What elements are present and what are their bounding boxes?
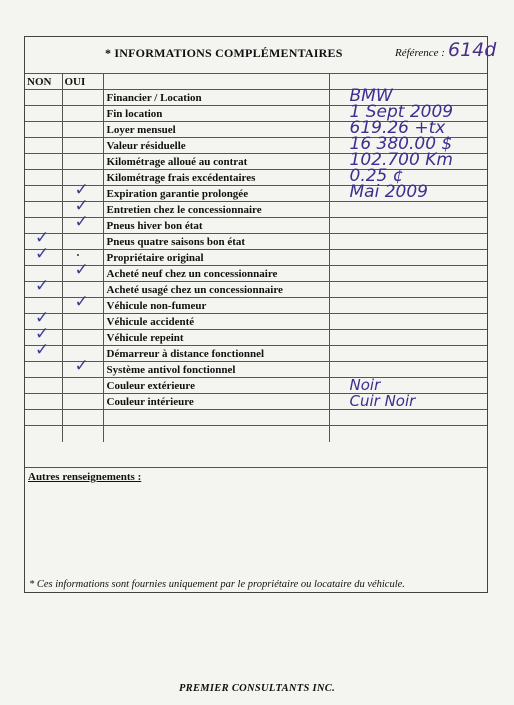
oui-checkbox-cell[interactable] — [62, 410, 103, 426]
field-label: Propriétaire original — [103, 250, 329, 266]
info-table — [25, 73, 487, 442]
oui-checkbox-cell[interactable] — [62, 106, 103, 122]
table-row — [25, 154, 487, 170]
table-row — [25, 330, 487, 346]
field-label: Véhicule non-fumeur — [103, 298, 329, 314]
field-label: Fin location — [103, 106, 329, 122]
check-mark-icon: ✓ — [35, 340, 50, 360]
non-checkbox-cell[interactable] — [25, 154, 62, 170]
oui-checkbox-cell[interactable] — [62, 122, 103, 138]
non-checkbox-cell[interactable] — [25, 202, 62, 218]
field-label: Financier / Location — [103, 90, 329, 106]
handwritten-value: 16 380.00 $ — [349, 134, 453, 154]
form-header — [25, 37, 497, 73]
oui-checkbox-cell[interactable] — [62, 378, 103, 394]
field-value-cell[interactable] — [329, 426, 487, 442]
oui-checkbox-cell[interactable] — [62, 314, 103, 330]
field-label: Kilométrage alloué au contrat — [103, 154, 329, 170]
check-mark-icon: ✓ — [35, 276, 50, 296]
non-checkbox-cell[interactable] — [25, 244, 62, 266]
field-label: Acheté usagé chez un concessionnaire — [103, 282, 329, 298]
field-value-cell[interactable] — [329, 182, 487, 202]
non-checkbox-cell[interactable] — [25, 138, 62, 154]
field-value-cell[interactable] — [329, 410, 487, 426]
vehicle-info-form — [24, 36, 497, 593]
field-label: Pneus quatre saisons bon état — [103, 234, 329, 250]
reference-label: Référence : — [395, 47, 445, 59]
oui-checkbox-cell[interactable] — [62, 292, 103, 314]
field-value-cell[interactable] — [329, 330, 487, 346]
oui-checkbox-cell[interactable] — [62, 260, 103, 282]
non-checkbox-cell[interactable] — [25, 394, 62, 410]
field-value-cell[interactable] — [329, 394, 487, 410]
field-value-cell[interactable] — [329, 346, 487, 362]
table-row — [25, 186, 487, 202]
oui-checkbox-cell[interactable] — [62, 90, 103, 106]
form-title: * INFORMATIONS COMPLÉMENTAIRES — [105, 46, 343, 60]
table-row — [25, 202, 487, 218]
non-checkbox-cell[interactable] — [25, 170, 62, 186]
oui-checkbox-cell[interactable] — [62, 212, 103, 234]
field-label: Kilométrage frais excédentaires — [103, 170, 329, 186]
table-row — [25, 282, 487, 298]
reference-value: 614d — [448, 39, 497, 61]
other-info-section — [25, 467, 487, 483]
handwritten-value: 102.700 Km — [349, 150, 453, 170]
oui-checkbox-cell[interactable] — [62, 234, 103, 250]
check-mark-icon: ✓ — [35, 228, 50, 248]
field-value-cell[interactable] — [329, 282, 487, 298]
field-label: Système antivol fonctionnel — [103, 362, 329, 378]
non-checkbox-cell[interactable] — [25, 186, 62, 202]
non-checkbox-cell[interactable] — [25, 378, 62, 394]
column-header-oui: OUI — [62, 74, 103, 90]
table-row — [25, 218, 487, 234]
field-label — [103, 410, 329, 426]
check-mark-icon: ✓ — [35, 308, 50, 328]
handwritten-value: 0.25 ¢ — [349, 166, 404, 186]
table-row — [25, 426, 487, 442]
field-label: Couleur intérieure — [103, 394, 329, 410]
other-info-label: Autres renseignements : — [28, 471, 142, 483]
oui-checkbox-cell[interactable] — [62, 394, 103, 410]
table-row — [25, 266, 487, 282]
column-header-label — [103, 74, 329, 90]
stray-dot-mark — [77, 254, 79, 256]
column-header-non: NON — [25, 74, 62, 90]
handwritten-value: Cuir Noir — [349, 392, 416, 410]
field-label: Entretien chez le concessionnaire — [103, 202, 329, 218]
oui-checkbox-cell[interactable] — [62, 138, 103, 154]
table-row — [25, 234, 487, 250]
handwritten-value: 1 Sept 2009 — [349, 102, 454, 122]
table-row — [25, 346, 487, 362]
non-checkbox-cell[interactable] — [25, 122, 62, 138]
oui-checkbox-cell[interactable] — [62, 330, 103, 346]
field-label: Véhicule accidenté — [103, 314, 329, 330]
oui-checkbox-cell[interactable] — [62, 426, 103, 442]
handwritten-value: Mai 2009 — [349, 182, 428, 202]
non-checkbox-cell[interactable] — [25, 340, 62, 362]
non-checkbox-cell[interactable] — [25, 410, 62, 426]
field-value-cell[interactable] — [329, 202, 487, 218]
field-label — [103, 426, 329, 442]
handwritten-value: 619.26 +tx — [349, 118, 446, 138]
table-row — [25, 394, 487, 410]
table-row — [25, 298, 487, 314]
check-mark-icon: ✓ — [74, 212, 89, 232]
field-label: Démarreur à distance fonctionnel — [103, 346, 329, 362]
check-mark-icon: ✓ — [35, 324, 50, 344]
table-row — [25, 362, 487, 378]
check-mark-icon: ✓ — [74, 196, 89, 216]
handwritten-value: Noir — [349, 376, 381, 394]
field-value-cell[interactable] — [329, 266, 487, 282]
check-mark-icon: ✓ — [35, 244, 50, 264]
field-label: Loyer mensuel — [103, 122, 329, 138]
check-mark-icon: ✓ — [74, 292, 89, 312]
check-mark-icon: ✓ — [74, 260, 89, 280]
field-value-cell[interactable] — [329, 218, 487, 234]
field-value-cell[interactable] — [329, 234, 487, 250]
field-label: Véhicule repeint — [103, 330, 329, 346]
table-row — [25, 250, 487, 266]
non-checkbox-cell[interactable] — [25, 362, 62, 378]
table-row — [25, 378, 487, 394]
field-label: Acheté neuf chez un concessionnaire — [103, 266, 329, 282]
field-label: Couleur extérieure — [103, 378, 329, 394]
oui-checkbox-cell[interactable] — [62, 154, 103, 170]
company-name: PREMIER CONSULTANTS INC. — [178, 683, 336, 694]
handwritten-value: BMW — [349, 86, 393, 106]
footnote: * Ces informations sont fournies uniquement par le propriétaire ou locataire du véhicule. — [29, 579, 405, 590]
non-checkbox-cell[interactable] — [25, 276, 62, 298]
non-checkbox-cell[interactable] — [25, 90, 62, 106]
table-row — [25, 410, 487, 426]
field-label: Expiration garantie prolongée — [103, 186, 329, 202]
field-value-cell[interactable] — [329, 250, 487, 266]
field-label: Pneus hiver bon état — [103, 218, 329, 234]
column-header-row — [25, 74, 487, 90]
field-label: Valeur résiduelle — [103, 138, 329, 154]
oui-checkbox-cell[interactable] — [62, 356, 103, 378]
non-checkbox-cell[interactable] — [25, 106, 62, 122]
check-mark-icon: ✓ — [74, 180, 89, 200]
field-value-cell[interactable] — [329, 298, 487, 314]
table-row — [25, 314, 487, 330]
check-mark-icon: ✓ — [74, 356, 89, 376]
field-value-cell[interactable] — [329, 314, 487, 330]
non-checkbox-cell[interactable] — [25, 426, 62, 442]
